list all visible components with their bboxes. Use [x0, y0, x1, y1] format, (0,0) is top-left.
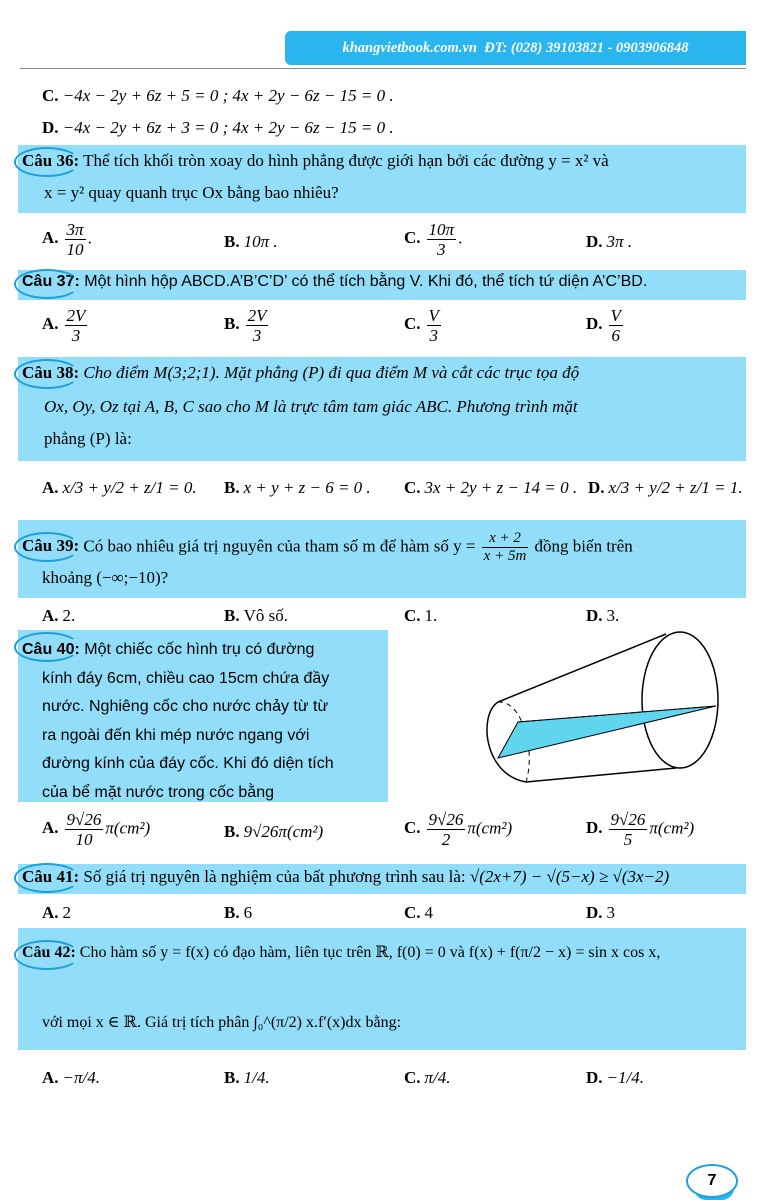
- q36-c-num: 10π: [428, 220, 455, 239]
- q37-title: Câu 37:: [22, 273, 80, 290]
- q36-c-label: C.: [404, 228, 421, 248]
- q40-option-c: [404, 810, 512, 849]
- q36-title: Câu 36:: [22, 151, 80, 170]
- q36-line2: x = y² quay quanh trục Ox bằng bao nhiêu?: [44, 183, 339, 202]
- water-surface: [498, 706, 716, 758]
- q42-c-label: C.: [404, 1068, 421, 1087]
- q37-option-c: [404, 306, 443, 345]
- q40-line-2: nước. Nghiêng cốc cho nước chảy từ từ: [42, 698, 329, 715]
- q41-a-label: A.: [42, 903, 59, 922]
- q40-c-end: π(cm²): [467, 818, 513, 838]
- q39-option-b: [224, 606, 288, 626]
- q40-a-label: A.: [42, 818, 59, 838]
- q37-d-den: 6: [611, 326, 620, 345]
- q39-d-label: D.: [586, 606, 603, 625]
- q37-option-a: [42, 306, 89, 345]
- cylinder-top-ellipse: [642, 632, 718, 768]
- q39-line2: khoảng (−∞;−10)?: [42, 568, 169, 587]
- q42-option-d: [586, 1068, 644, 1088]
- q38-option-c: [404, 478, 577, 498]
- q41-d-text: 3: [606, 903, 616, 922]
- q42-option-b: [224, 1068, 270, 1088]
- q35-option-d: [42, 116, 394, 140]
- q37-a-den: 3: [71, 326, 81, 345]
- q35-c-label: C.: [42, 86, 59, 105]
- q40-a-den: 10: [75, 830, 93, 849]
- q36-box: [18, 145, 746, 213]
- q41-c-text: 4: [424, 903, 434, 922]
- q42-title: Câu 42:: [22, 944, 76, 961]
- q41-option-d: [586, 903, 615, 923]
- q39-line1-end: đồng biến trên: [534, 536, 633, 556]
- q39-c-text: 1.: [424, 606, 438, 625]
- q39-option-d: [586, 606, 619, 626]
- q39-d-text: 3.: [606, 606, 620, 625]
- q36-a-label: A.: [42, 228, 59, 248]
- q35-d-label: D.: [42, 118, 59, 137]
- q42-d-label: D.: [586, 1068, 603, 1087]
- q42-line2: với mọi x ∈ ℝ. Giá trị tích phân ∫₀^(π/2) x.f′(x)dx bằng:: [42, 1014, 402, 1031]
- q41-b-label: B.: [224, 903, 240, 922]
- header-banner: [285, 31, 746, 65]
- q37-c-label: C.: [404, 314, 421, 334]
- cylinder-side-top: [498, 634, 666, 702]
- q38-line3: phẳng (P) là:: [44, 429, 132, 448]
- q40-option-a: [42, 810, 150, 849]
- q39-option-a: [42, 606, 75, 626]
- q36-line1: Thể tích khối tròn xoay do hình phẳng được giới hạn bởi các đường y = x² và: [83, 151, 609, 170]
- q38-c-text: 3x + 2y + z − 14 = 0 .: [424, 478, 578, 497]
- q38-d-text: x/3 + y/2 + z/1 = 1.: [608, 478, 743, 497]
- q36-option-d: [586, 232, 632, 252]
- q40-a-end: π(cm²): [105, 818, 151, 838]
- q39-option-c: [404, 606, 437, 626]
- q36-c-den: 3: [437, 240, 446, 259]
- q41-option-a: [42, 903, 71, 923]
- q38-b-text: x + y + z − 6 = 0 .: [243, 478, 371, 497]
- tilted-cylinder-figure: [470, 630, 730, 790]
- q38-a-text: x/3 + y/2 + z/1 = 0.: [62, 478, 197, 497]
- q37-option-b: [224, 306, 270, 345]
- q39-a-label: A.: [42, 606, 59, 625]
- q40-box: [18, 630, 388, 802]
- q39-c-label: C.: [404, 606, 421, 625]
- q36-a-den: 10: [66, 240, 84, 259]
- header-divider: [20, 68, 746, 69]
- q40-b-label: B.: [224, 822, 240, 841]
- q41-inequality: √(2x+7) − √(5−x) ≥ √(3x−2): [469, 867, 670, 886]
- q41-option-c: [404, 903, 433, 923]
- q41-b-text: 6: [243, 903, 253, 922]
- q40-b-text: 9√26π(cm²): [243, 822, 324, 841]
- q38-b-label: B.: [224, 478, 240, 497]
- q37-text: Một hình hộp ABCD.A’B’C’D’ có thể tích bằng V. Khi đó, thể tích tứ diện A’C’BD.: [84, 273, 648, 290]
- q42-option-c: [404, 1068, 451, 1088]
- q36-b-label: B.: [224, 232, 240, 251]
- q36-option-a: [42, 220, 92, 259]
- q37-d-num: V: [610, 306, 621, 325]
- q38-line1: Cho điểm M(3;2;1). Mặt phẳng (P) đi qua điểm M và cắt các trục tọa độ: [83, 363, 580, 382]
- q40-c-label: C.: [404, 818, 421, 838]
- q40-line-1: kính đáy 6cm, chiều cao 15cm chứa đầy: [42, 669, 330, 687]
- q42-b-text: 1/4.: [243, 1068, 270, 1087]
- q35-c-text: −4x − 2y + 6z + 5 = 0 ; 4x + 2y − 6z − 15 = 0 .: [62, 86, 394, 105]
- q37-d-label: D.: [586, 314, 603, 334]
- q41-text: Số giá trị nguyên là nghiệm của bất phương trình sau là:: [83, 867, 466, 886]
- q37-b-num: 2V: [247, 306, 267, 325]
- q35-d-text: −4x − 2y + 6z + 3 = 0 ; 4x + 2y − 6z − 15 = 0 .: [62, 118, 394, 137]
- q36-b-text: 10π .: [243, 232, 278, 251]
- q40-option-d: [586, 810, 694, 849]
- header-phone: ĐT: (028) 39103821 - 0903906848: [484, 40, 689, 56]
- q41-box: [18, 864, 746, 894]
- q38-d-label: D.: [588, 478, 605, 497]
- q41-a-text: 2: [62, 903, 72, 922]
- q40-line-0: Một chiếc cốc hình trụ có đường: [84, 641, 315, 658]
- q38-title: Câu 38:: [22, 363, 80, 382]
- q40-line-4: đường kính của đáy cốc. Khi đó diện tích: [42, 755, 334, 772]
- q36-a-end: .: [87, 228, 92, 248]
- q42-b-label: B.: [224, 1068, 240, 1087]
- q38-a-label: A.: [42, 478, 59, 497]
- q36-d-label: D.: [586, 232, 603, 251]
- q40-line-5: của bể mặt nước trong cốc bằng: [42, 783, 274, 801]
- q40-c-num: 9√26: [428, 810, 464, 829]
- q42-a-label: A.: [42, 1068, 59, 1087]
- header-site: khangvietbook.com.vn: [342, 40, 477, 56]
- q40-title: Câu 40:: [22, 636, 80, 665]
- q40-a-num: 9√26: [66, 810, 102, 829]
- q38-c-label: C.: [404, 478, 421, 497]
- page-number: 7: [686, 1164, 738, 1198]
- q37-a-num: 2V: [66, 306, 86, 325]
- q37-b-den: 3: [252, 326, 262, 345]
- q42-c-text: π/4.: [424, 1068, 451, 1087]
- q39-frac-den: x + 5m: [483, 548, 527, 564]
- q41-title: Câu 41:: [22, 867, 80, 886]
- q42-d-text: −1/4.: [606, 1068, 644, 1087]
- q38-box: [18, 357, 746, 461]
- q41-c-label: C.: [404, 903, 421, 922]
- q38-line2: Ox, Oy, Oz tại A, B, C sao cho M là trực tâm tam giác ABC. Phương trình mặt: [44, 397, 578, 416]
- q35-option-c: [42, 84, 394, 108]
- q40-d-den: 5: [623, 830, 633, 849]
- q40-d-end: π(cm²): [649, 818, 695, 838]
- q40-d-num: 9√26: [610, 810, 646, 829]
- q41-d-label: D.: [586, 903, 603, 922]
- q41-option-b: [224, 903, 252, 923]
- q36-option-c: [404, 220, 462, 259]
- q39-line1: Có bao nhiêu giá trị nguyên của tham số m để hàm số y =: [83, 536, 476, 556]
- q37-c-den: 3: [429, 326, 438, 345]
- q40-line-3: ra ngoài đến khi mép nước ngang với: [42, 726, 310, 744]
- q39-box: [18, 520, 746, 598]
- cylinder-side-bottom: [526, 768, 676, 782]
- q40-option-b: [224, 822, 323, 842]
- q37-c-num: V: [428, 306, 439, 325]
- q37-box: [18, 270, 746, 300]
- q37-b-label: B.: [224, 314, 240, 334]
- q37-a-label: A.: [42, 314, 59, 334]
- q36-option-b: [224, 232, 278, 252]
- q40-c-den: 2: [441, 830, 451, 849]
- q42-line1: Cho hàm số y = f(x) có đạo hàm, liên tục trên ℝ, f(0) = 0 và f(x) + f(π/2 − x) = sin x cos x,: [79, 944, 661, 961]
- q39-b-text: Vô số.: [243, 606, 288, 625]
- q37-option-d: [586, 306, 625, 345]
- q38-option-b: [224, 478, 371, 498]
- q42-option-a: [42, 1068, 100, 1088]
- q38-option-a: [42, 478, 197, 498]
- q40-d-label: D.: [586, 818, 603, 838]
- q36-d-text: 3π .: [606, 232, 633, 251]
- q39-title: Câu 39:: [22, 536, 80, 556]
- q39-frac-num: x + 2: [482, 530, 529, 548]
- q36-c-end: .: [458, 228, 463, 248]
- q42-a-text: −π/4.: [62, 1068, 100, 1087]
- q36-a-num: 3π: [66, 220, 84, 239]
- q39-a-text: 2.: [62, 606, 76, 625]
- q42-box: [18, 928, 746, 1050]
- q38-option-d: [588, 478, 743, 498]
- q39-b-label: B.: [224, 606, 240, 625]
